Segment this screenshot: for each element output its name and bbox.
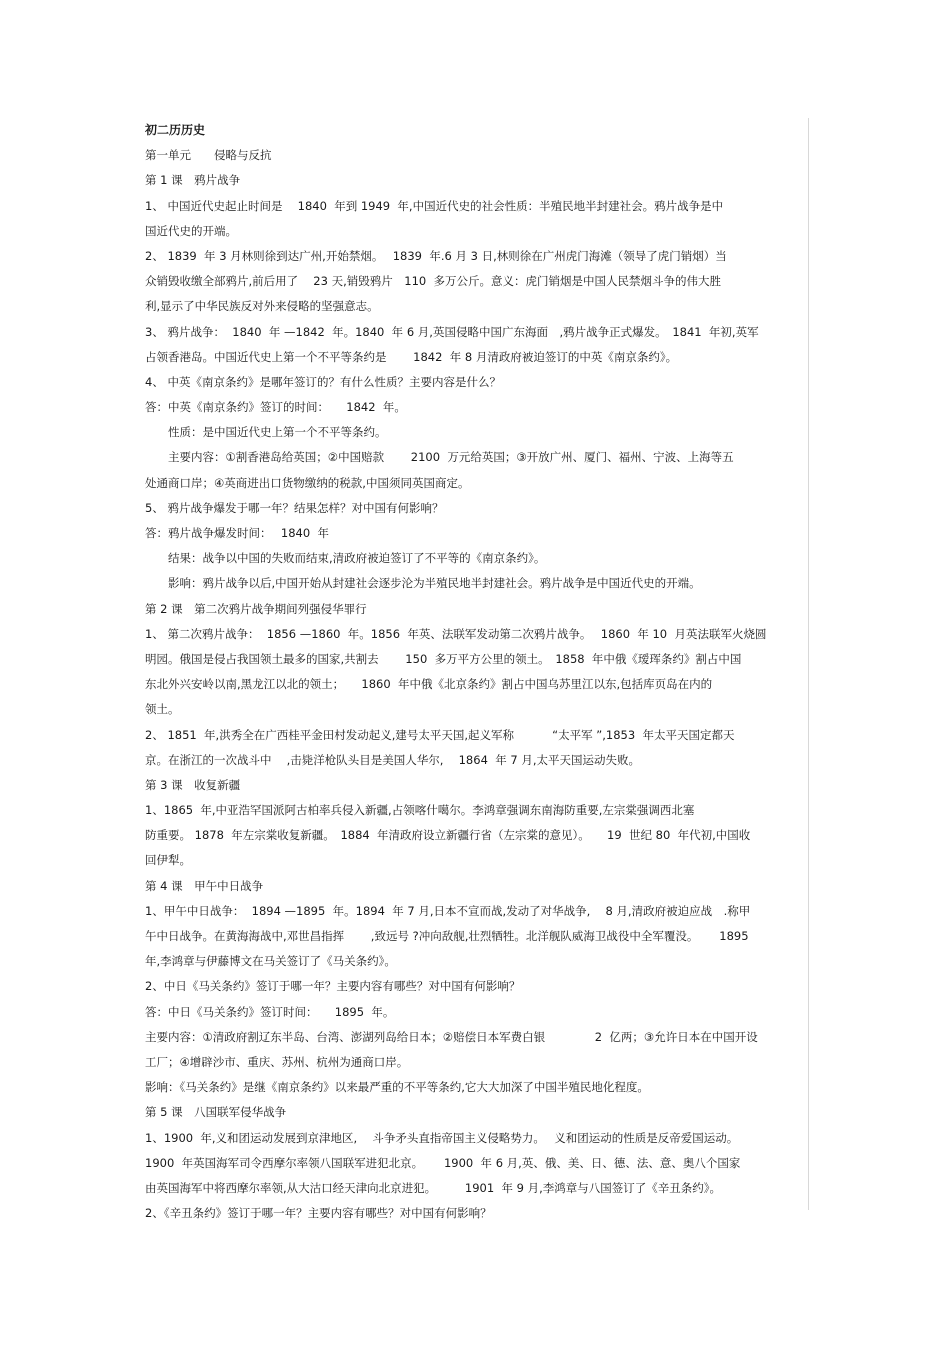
text-line: 东北外兴安岭以南,黑龙江以北的领土； 1860 年中俄《北京条约》割占中国乌苏里江以东,包括库页岛在内的	[145, 677, 713, 692]
text-line: 1、甲午中日战争： 1894 —1895 年。1894 年 7 月,日本不宣而战,发动了对华战争, 8 月,清政府被迫应战 .称甲	[145, 903, 751, 918]
text-line: 主要内容：①清政府割辽东半岛、台湾、澎湖列岛给日本；②赔偿日本军费白银 2 亿两；③允许日本在中国开设	[145, 1029, 758, 1044]
text-line: 午中日战争。在黄海海战中,邓世昌指挥 ,致远号 ?冲向敌舰,壮烈牺牲。北洋舰队威海卫战役中全军覆没。 1895	[145, 929, 749, 943]
text-line: 众销毁收缴全部鸦片,前后用了 23 天,销毁鸦片 110 多万公斤。意义：虎门销烟是中国人民禁烟斗争的伟大胜	[145, 274, 722, 289]
text-line: 第 4 课 甲午中日战争	[145, 878, 264, 893]
document-lines	[145, 143, 805, 1226]
text-line: 第 3 课 收复新疆	[145, 777, 241, 792]
text-line: 2、 1839 年 3 月林则徐到达广州,开始禁烟。 1839 年.6 月 3 日,林则徐在广州虎门海滩（领导了虎门销烟）当	[145, 248, 727, 263]
text-line: 领土。	[145, 702, 180, 717]
text-line: 影响：《马关条约》是继《南京条约》以来最严重的不平等条约,它大大加深了中国半殖民地化程度。	[145, 1080, 649, 1095]
text-line: 主要内容：①割香港岛给英国；②中国赔款 2100 万元给英国；③开放广州、厦门、福州、宁波、上海等五	[145, 450, 734, 465]
document-body	[145, 118, 805, 1226]
text-line: 防重要。 1878 年左宗棠收复新疆。 1884 年清政府设立新疆行省（左宗棠的意见）。 19 世纪 80 年代初,中国收	[145, 828, 751, 843]
text-line: 影响：鸦片战争以后,中国开始从封建社会逐步沦为半殖民地半封建社会。鸦片战争是中国近代史的开端。	[145, 576, 701, 591]
text-line: 3、 鸦片战争： 1840 年 —1842 年。1840 年 6 月,英国侵略中国广东海面 ,鸦片战争正式爆发。 1841 年初,英军	[145, 324, 759, 339]
text-line: 1、1865 年,中亚浩罕国派阿古柏率兵侵入新疆,占领喀什噶尔。李鸿章强调东南海防重要,左宗棠强调西北塞	[145, 803, 695, 818]
text-line: 第 1 课 鸦片战争	[145, 173, 241, 188]
text-line: 处通商口岸；④英商进出口货物缴纳的税款,中国须同英国商定。	[145, 475, 470, 490]
text-line: 第一单元 侵略与反抗	[145, 148, 272, 163]
text-line: 京。在浙江的一次战斗中 ,击毙洋枪队头目是美国人华尔, 1864 年 7 月,太平天国运动失败。	[145, 752, 640, 767]
text-line: 答：中英《南京条约》签订的时间： 1842 年。	[145, 400, 406, 415]
document-title: 初二历历史	[145, 123, 206, 137]
text-line: 1、1900 年,义和团运动发展到京津地区, 斗争矛头直指帝国主义侵略势力。 义和团运动的性质是反帝爱国运动。	[145, 1130, 739, 1145]
text-line: 2、中日《马关条约》签订于哪一年？主要内容有哪些？对中国有何影响？	[145, 979, 521, 994]
text-line: 工厂；④增辟沙市、重庆、苏州、杭州为通商口岸。	[145, 1054, 409, 1069]
text-line: 占领香港岛。中国近代史上第一个不平等条约是 1842 年 8 月清政府被迫签订的中英《南京条约》。	[145, 349, 678, 364]
text-line: 答：鸦片战争爆发时间： 1840 年	[145, 526, 329, 540]
text-line: 1、 中国近代史起止时间是 1840 年到 1949 年,中国近代史的社会性质：半殖民地半封建社会。鸦片战争是中	[145, 198, 724, 213]
text-line: 由英国海军中将西摩尔率领,从大沽口经天津向北京进犯。 1901 年 9 月,李鸿章与八国签订了《辛丑条约》。	[145, 1180, 722, 1195]
text-line: 答：中日《马关条约》签订时间： 1895 年。	[145, 1004, 395, 1019]
text-line: 年,李鸿章与伊藤博文在马关签订了《马关条约》。	[145, 954, 396, 969]
text-line: 结果：战争以中国的失败而结束,清政府被迫签订了不平等的《南京条约》。	[145, 551, 546, 566]
text-line: 1900 年英国海军司令西摩尔率领八国联军进犯北京。 1900 年 6 月,英、俄、美、日、德、法、意、奥八个国家	[145, 1155, 741, 1170]
text-line: 2、 1851 年,洪秀全在广西桂平金田村发动起义,建号太平天国,起义军称 “太平军 ”,1853 年太平天国定都天	[145, 727, 735, 742]
text-line: 5、 鸦片战争爆发于哪一年？结果怎样？对中国有何影响？	[145, 500, 444, 515]
text-line: 国近代史的开端。	[145, 223, 237, 238]
text-line: 第 2 课 第二次鸦片战争期间列强侵华罪行	[145, 601, 367, 616]
text-line: 4、 中英《南京条约》是哪年签订的？有什么性质？主要内容是什么？	[145, 374, 501, 389]
text-line: 性质：是中国近代史上第一个不平等条约。	[145, 425, 387, 440]
right-margin-line	[808, 118, 809, 1210]
text-line: 2、《辛丑条约》签订于哪一年？主要内容有哪些？对中国有何影响？	[145, 1206, 492, 1221]
text-line: 第 5 课 八国联军侵华战争	[145, 1105, 287, 1120]
text-line: 回伊犁。	[145, 853, 191, 868]
text-line: 明园。俄国是侵占我国领土最多的国家,共割去 150 多万平方公里的领土。 1858 年中俄《瑷珲条约》割占中国	[145, 651, 742, 666]
text-line: 1、 第二次鸦片战争： 1856 —1860 年。1856 年英、法联军发动第二次鸦片战争。 1860 年 10 月英法联军火烧圆	[145, 626, 767, 641]
text-line: 利,显示了中华民族反对外来侵略的坚强意志。	[145, 299, 379, 314]
